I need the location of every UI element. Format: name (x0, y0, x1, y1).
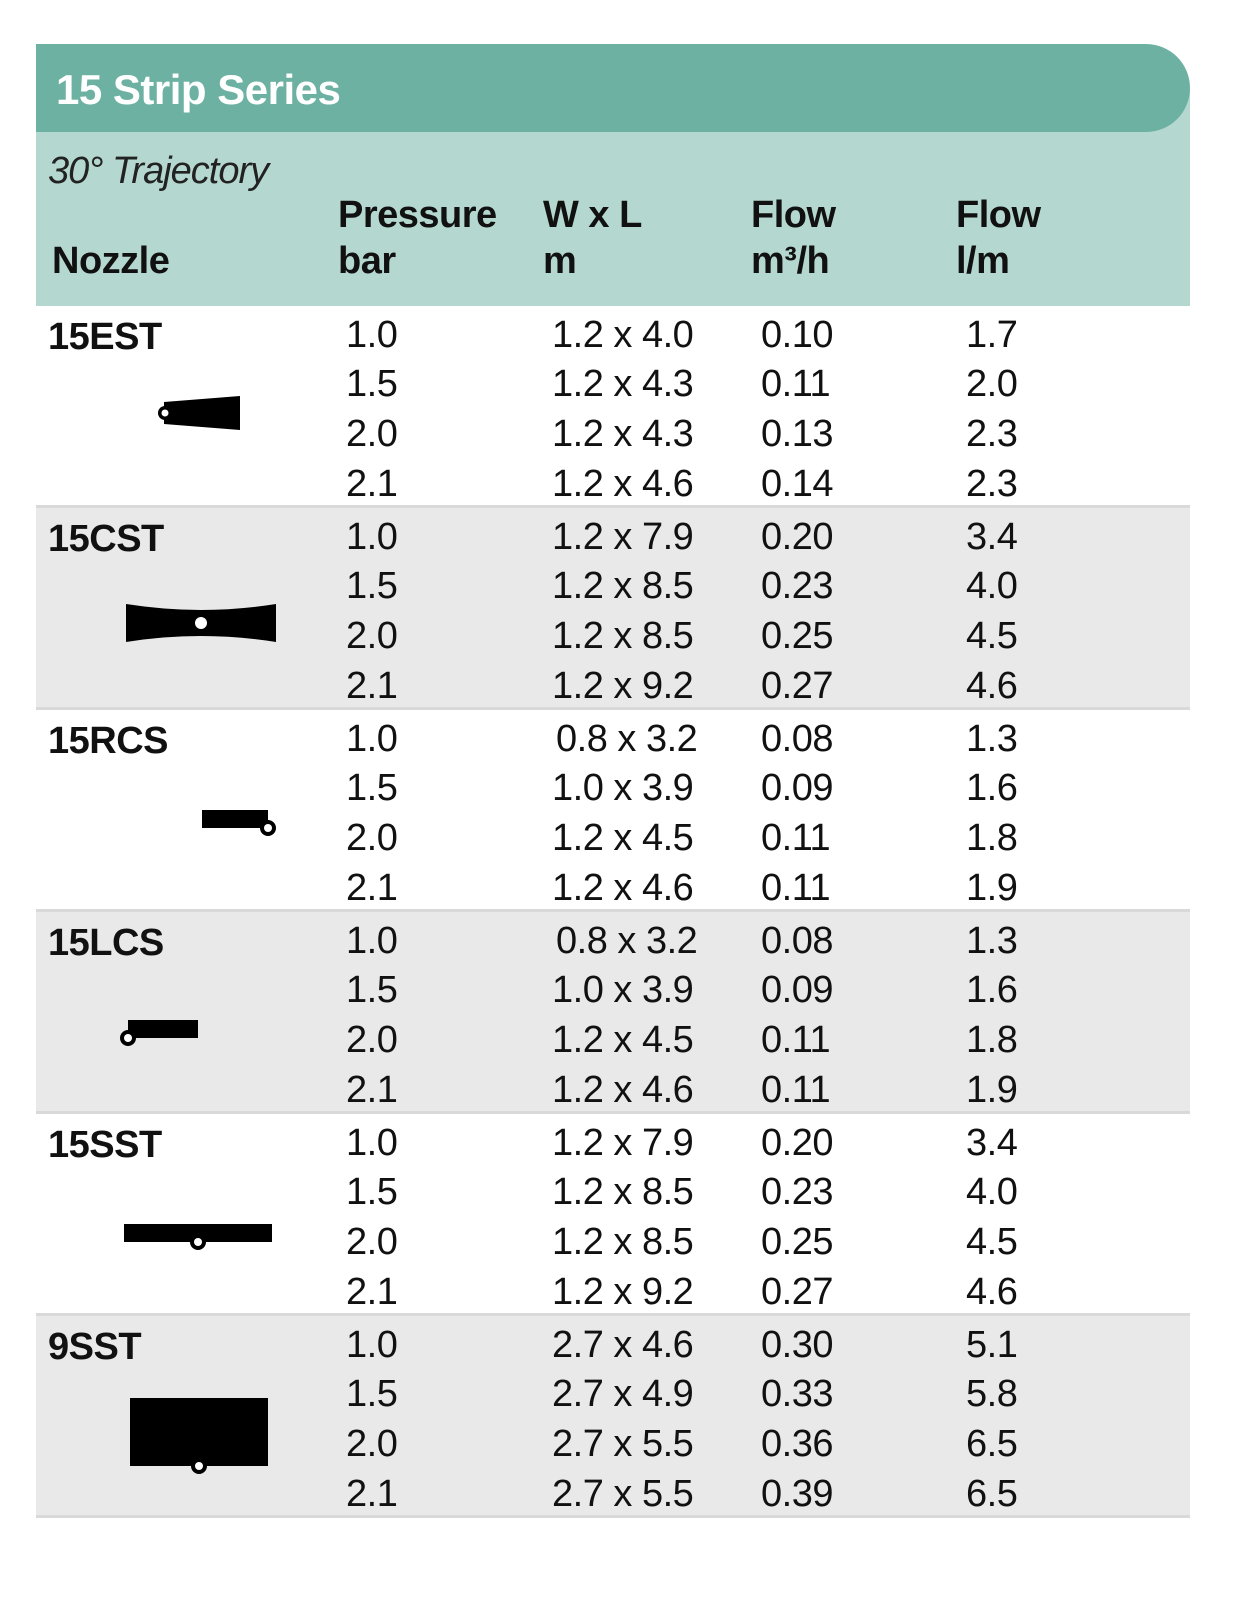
flow-m3h-cell: 0.09 (761, 969, 833, 1011)
wxl-cell: 2.7 x 4.6 (552, 1324, 694, 1366)
nozzle-performance-table (36, 44, 1190, 1518)
flow-m3h-cell: 0.27 (761, 665, 833, 707)
flow-lm-cell: 4.5 (966, 1221, 1018, 1263)
flow-lm-cell: 4.0 (966, 1171, 1018, 1213)
table-row (36, 817, 1190, 867)
column-header-wxl: W x L m (543, 194, 642, 282)
pressure-cell: 2.1 (346, 1069, 398, 1111)
wxl-cell: 1.2 x 4.5 (552, 817, 694, 859)
wxl-cell: 1.2 x 4.3 (552, 413, 694, 455)
pressure-cell: 2.0 (346, 1019, 398, 1061)
table-row (36, 1122, 1190, 1172)
flow-m3h-cell: 0.30 (761, 1324, 833, 1366)
wxl-cell: 1.2 x 4.6 (552, 463, 694, 505)
flow-m3h-cell: 0.25 (761, 1221, 833, 1263)
flow-m3h-cell: 0.09 (761, 767, 833, 809)
flow-m3h-cell: 0.11 (761, 867, 831, 909)
flow-lm-cell: 6.5 (966, 1423, 1018, 1465)
wxl-cell: 1.2 x 4.5 (552, 1019, 694, 1061)
pressure-cell: 2.0 (346, 615, 398, 657)
flow-m3h-cell: 0.27 (761, 1271, 833, 1313)
trajectory-subtitle: 30° Trajectory (48, 150, 269, 192)
flow-lm-cell: 1.6 (966, 969, 1018, 1011)
wxl-cell: 1.2 x 7.9 (552, 516, 694, 558)
wxl-cell: 2.7 x 5.5 (552, 1423, 694, 1465)
column-header-flow-m3h: Flow m³/h (751, 194, 836, 282)
pressure-cell: 1.5 (346, 1171, 398, 1213)
flow-m3h-cell: 0.20 (761, 1122, 833, 1164)
wxl-cell: 1.2 x 8.5 (552, 1171, 694, 1213)
pressure-cell: 1.0 (346, 516, 398, 558)
column-header-flow-lm: Flow l/m (956, 194, 1041, 282)
pressure-cell: 2.1 (346, 1271, 398, 1313)
nozzle-group (36, 1316, 1190, 1518)
flow-m3h-cell: 0.08 (761, 920, 833, 962)
flow-lm-cell: 1.8 (966, 1019, 1018, 1061)
flow-m3h-cell: 0.11 (761, 817, 831, 859)
wxl-cell: 1.2 x 8.5 (552, 615, 694, 657)
nozzle-group (36, 306, 1190, 508)
nozzle-group (36, 1114, 1190, 1316)
flow-lm-cell: 1.8 (966, 817, 1018, 859)
table-row (36, 718, 1190, 768)
table-row (36, 363, 1190, 413)
table-row (36, 1069, 1190, 1119)
nozzle-name: 15RCS (48, 720, 168, 762)
table-row (36, 767, 1190, 817)
flow-m3h-cell: 0.11 (761, 1019, 831, 1061)
flow-lm-cell: 1.6 (966, 767, 1018, 809)
table-row (36, 1373, 1190, 1423)
pressure-cell: 1.0 (346, 920, 398, 962)
flow-m3h-cell: 0.10 (761, 314, 833, 356)
wxl-cell: 1.2 x 4.3 (552, 363, 694, 405)
table-title: 15 Strip Series (56, 66, 341, 113)
pressure-cell: 2.0 (346, 817, 398, 859)
flow-lm-cell: 1.9 (966, 867, 1018, 909)
table-row (36, 413, 1190, 463)
flow-m3h-cell: 0.11 (761, 1069, 831, 1111)
pressure-cell: 2.1 (346, 665, 398, 707)
table-row (36, 463, 1190, 513)
pressure-cell: 1.5 (346, 1373, 398, 1415)
table-row (36, 1171, 1190, 1221)
table-row (36, 1473, 1190, 1523)
flow-lm-cell: 5.8 (966, 1373, 1018, 1415)
flow-m3h-cell: 0.36 (761, 1423, 833, 1465)
flow-m3h-cell: 0.14 (761, 463, 833, 505)
flow-lm-cell: 2.0 (966, 363, 1018, 405)
wxl-cell: 1.2 x 8.5 (552, 1221, 694, 1263)
pressure-cell: 2.1 (346, 867, 398, 909)
pressure-cell: 1.5 (346, 767, 398, 809)
table-row (36, 314, 1190, 364)
flow-m3h-cell: 0.23 (761, 1171, 833, 1213)
flow-lm-cell: 4.5 (966, 615, 1018, 657)
wxl-cell: 0.8 x 3.2 (556, 718, 698, 760)
wxl-cell: 1.2 x 8.5 (552, 565, 694, 607)
table-row (36, 969, 1190, 1019)
flow-m3h-cell: 0.33 (761, 1373, 833, 1415)
table-row (36, 665, 1190, 715)
flow-m3h-cell: 0.25 (761, 615, 833, 657)
flow-lm-cell: 3.4 (966, 1122, 1018, 1164)
nozzle-name: 15SST (48, 1124, 162, 1166)
flow-lm-cell: 2.3 (966, 463, 1018, 505)
flow-lm-cell: 5.1 (966, 1324, 1018, 1366)
pressure-cell: 1.0 (346, 718, 398, 760)
flow-lm-cell: 4.0 (966, 565, 1018, 607)
table-row (36, 1019, 1190, 1069)
pressure-cell: 2.0 (346, 1221, 398, 1263)
nozzle-group (36, 508, 1190, 710)
pressure-cell: 2.0 (346, 413, 398, 455)
nozzle-group (36, 710, 1190, 912)
wxl-cell: 1.2 x 9.2 (552, 1271, 694, 1313)
flow-lm-cell: 1.3 (966, 718, 1018, 760)
flow-lm-cell: 1.9 (966, 1069, 1018, 1111)
wxl-cell: 1.0 x 3.9 (552, 767, 694, 809)
table-row (36, 1271, 1190, 1321)
title-bar (36, 44, 1190, 132)
flow-lm-cell: 1.3 (966, 920, 1018, 962)
nozzle-name: 15EST (48, 316, 162, 358)
table-row (36, 1221, 1190, 1271)
nozzle-name: 15LCS (48, 922, 164, 964)
wxl-cell: 1.0 x 3.9 (552, 969, 694, 1011)
flow-lm-cell: 3.4 (966, 516, 1018, 558)
table-row (36, 1423, 1190, 1473)
flow-m3h-cell: 0.39 (761, 1473, 833, 1515)
flow-lm-cell: 6.5 (966, 1473, 1018, 1515)
flow-m3h-cell: 0.23 (761, 565, 833, 607)
pressure-cell: 1.5 (346, 363, 398, 405)
wxl-cell: 1.2 x 4.6 (552, 1069, 694, 1111)
wxl-cell: 2.7 x 5.5 (552, 1473, 694, 1515)
pressure-cell: 1.0 (346, 1324, 398, 1366)
nozzle-name: 9SST (48, 1326, 142, 1368)
table-row (36, 516, 1190, 566)
wxl-cell: 1.2 x 7.9 (552, 1122, 694, 1164)
flow-m3h-cell: 0.13 (761, 413, 833, 455)
flow-m3h-cell: 0.08 (761, 718, 833, 760)
pressure-cell: 1.5 (346, 565, 398, 607)
flow-lm-cell: 2.3 (966, 413, 1018, 455)
pressure-cell: 1.5 (346, 969, 398, 1011)
pressure-cell: 1.0 (346, 314, 398, 356)
table-row (36, 920, 1190, 970)
pressure-cell: 2.1 (346, 463, 398, 505)
flow-m3h-cell: 0.11 (761, 363, 831, 405)
table-row (36, 867, 1190, 917)
wxl-cell: 1.2 x 4.6 (552, 867, 694, 909)
table-row (36, 1324, 1190, 1374)
flow-m3h-cell: 0.20 (761, 516, 833, 558)
pressure-cell: 1.0 (346, 1122, 398, 1164)
table-row (36, 615, 1190, 665)
table-row (36, 565, 1190, 615)
flow-lm-cell: 1.7 (966, 314, 1018, 356)
wxl-cell: 1.2 x 4.0 (552, 314, 694, 356)
nozzle-name: 15CST (48, 518, 164, 560)
wxl-cell: 1.2 x 9.2 (552, 665, 694, 707)
nozzle-group (36, 912, 1190, 1114)
column-header-nozzle: Nozzle (52, 240, 170, 282)
wxl-cell: 0.8 x 3.2 (556, 920, 698, 962)
flow-lm-cell: 4.6 (966, 665, 1018, 707)
flow-lm-cell: 4.6 (966, 1271, 1018, 1313)
column-header-pressure: Pressure bar (338, 194, 497, 282)
pressure-cell: 2.1 (346, 1473, 398, 1515)
wxl-cell: 2.7 x 4.9 (552, 1373, 694, 1415)
pressure-cell: 2.0 (346, 1423, 398, 1465)
